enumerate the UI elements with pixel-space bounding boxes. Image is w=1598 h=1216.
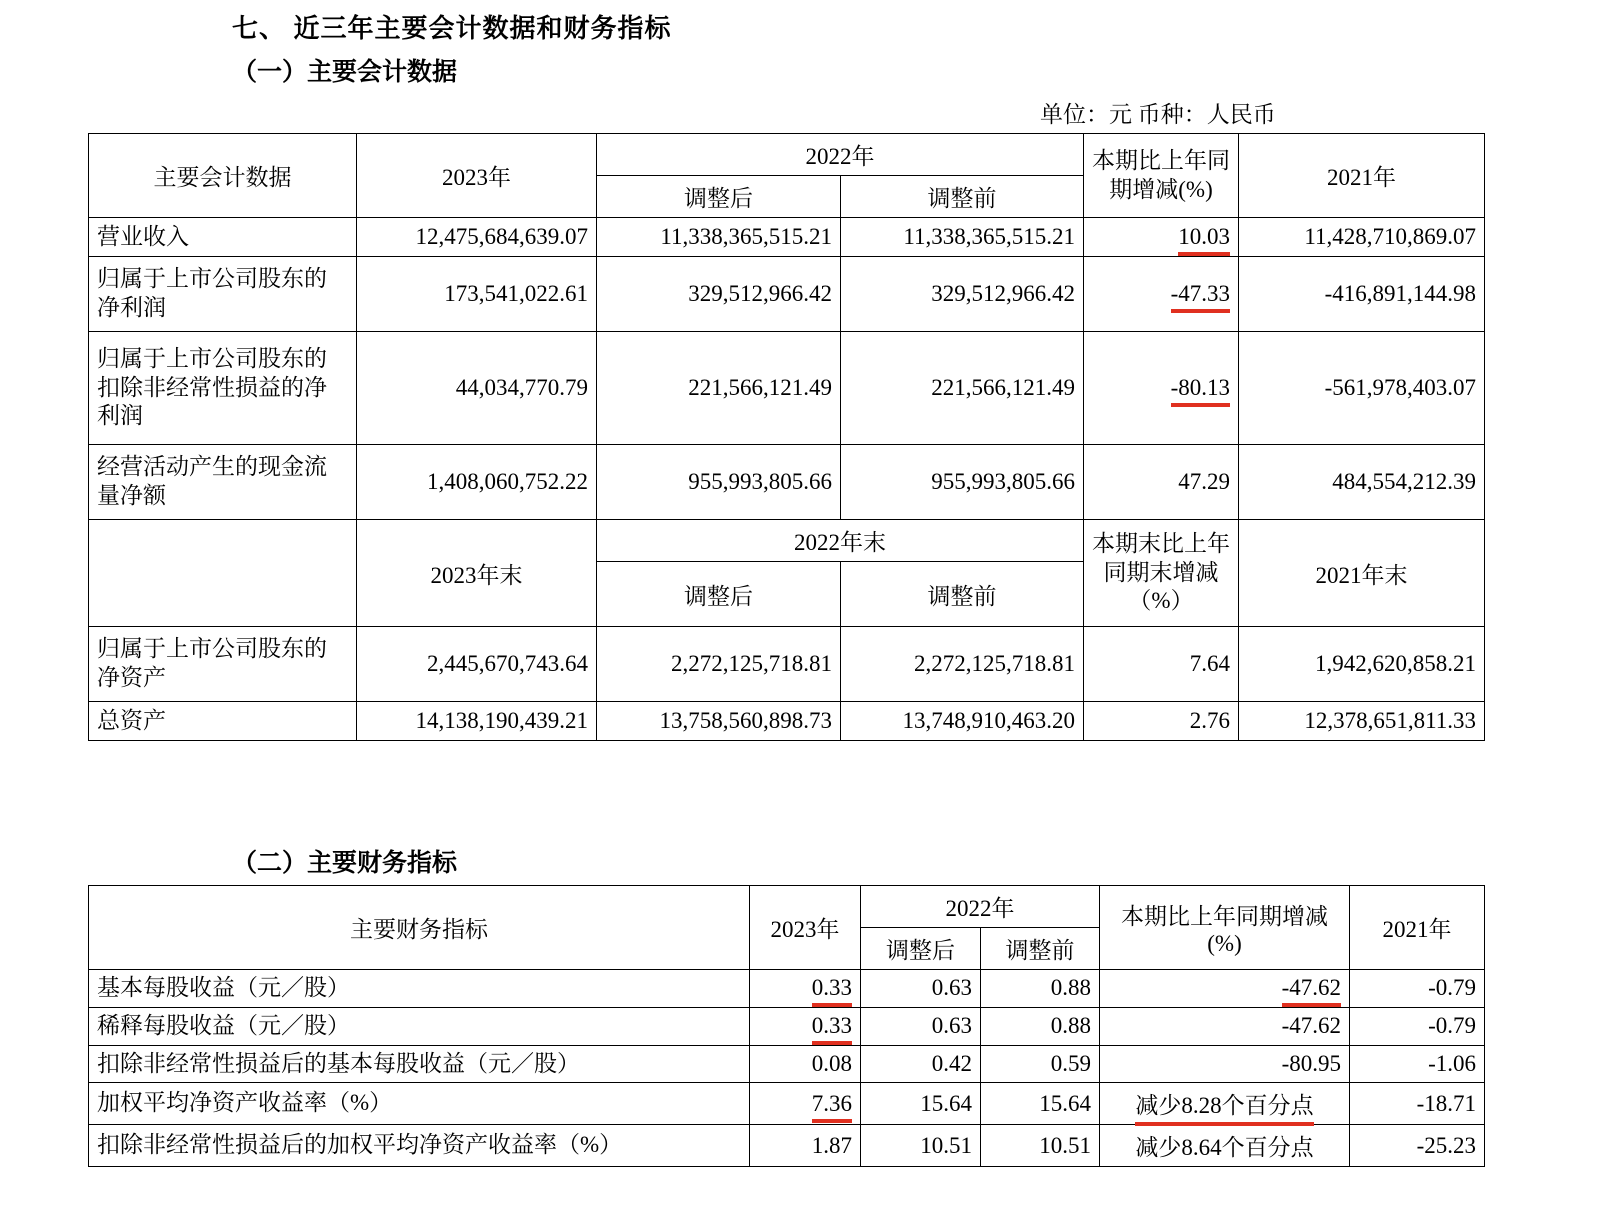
row-label: 扣除非经常性损益后的基本每股收益（元／股）	[89, 1045, 750, 1083]
highlighted-value: 7.36	[811, 1090, 852, 1116]
cell-2022-after: 0.63	[861, 970, 981, 1008]
cell-change: -80.95	[1100, 1045, 1350, 1083]
cell-2022-before: 329,512,966.42	[841, 257, 1084, 332]
cell-change: 2.76	[1084, 702, 1239, 741]
highlighted-value: 0.33	[811, 1013, 852, 1039]
row-label: 营业收入	[89, 218, 357, 257]
highlighted-value: 减少8.28个百分点	[1135, 1087, 1313, 1120]
header-2022-after: 调整后	[861, 928, 981, 970]
table-row	[89, 970, 1485, 1008]
cell-2022-after: 329,512,966.42	[597, 257, 841, 332]
cell-2022-before: 13,748,910,463.20	[841, 702, 1084, 741]
cell-2021: -0.79	[1350, 970, 1485, 1008]
header-main-label: 主要会计数据	[89, 134, 357, 218]
subsection-heading-1: （一）主要会计数据	[232, 59, 458, 86]
cell-2021: -561,978,403.07	[1239, 332, 1485, 445]
cell-2022-before: 221,566,121.49	[841, 332, 1084, 445]
financial-indicator-table	[88, 885, 1485, 1167]
header-2022-end-before: 调整前	[841, 562, 1084, 627]
cell-2021: 12,378,651,811.33	[1239, 702, 1485, 741]
header-main-label: 主要财务指标	[89, 886, 750, 970]
highlighted-value: -47.33	[1170, 281, 1230, 306]
cell-2023: 1.87	[750, 1125, 861, 1167]
row-label: 基本每股收益（元／股）	[89, 970, 750, 1008]
cell-2021: 11,428,710,869.07	[1239, 218, 1485, 257]
cell-2021: -18.71	[1350, 1083, 1485, 1125]
cell-2022-after: 955,993,805.66	[597, 445, 841, 520]
cell-2023	[750, 1007, 861, 1045]
cell-2022-after: 10.51	[861, 1125, 981, 1167]
header-2022-end-after: 调整后	[597, 562, 841, 627]
row-label: 加权平均净资产收益率（%）	[89, 1083, 750, 1125]
header-2022-before: 调整前	[841, 176, 1084, 218]
cell-2022-after: 0.63	[861, 1007, 981, 1045]
header-2023: 2023年	[750, 886, 861, 970]
table-row	[89, 1045, 1485, 1083]
cell-2021: -0.79	[1350, 1007, 1485, 1045]
table-row	[89, 1007, 1485, 1045]
table-header-row	[89, 134, 1485, 176]
cell-change: 7.64	[1084, 627, 1239, 702]
row-label: 经营活动产生的现金流量净额	[89, 445, 357, 520]
cell-2021: -416,891,144.98	[1239, 257, 1485, 332]
section-heading: 七、 近三年主要会计数据和财务指标	[232, 14, 672, 43]
cell-2023	[750, 970, 861, 1008]
cell-change: 减少8.64个百分点	[1100, 1125, 1350, 1167]
row-label: 归属于上市公司股东的扣除非经常性损益的净利润	[89, 332, 357, 445]
header-2022: 2022年	[861, 886, 1100, 928]
cell-2023: 12,475,684,639.07	[357, 218, 597, 257]
table-row	[89, 1083, 1485, 1125]
cell-2023: 1,408,060,752.22	[357, 445, 597, 520]
accounting-data-table	[88, 133, 1485, 741]
cell-2022-after: 15.64	[861, 1083, 981, 1125]
subsection-heading-2: （二）主要财务指标	[232, 850, 458, 877]
cell-2022-after: 13,758,560,898.73	[597, 702, 841, 741]
highlighted-value: -80.13	[1170, 375, 1230, 400]
cell-2021: 1,942,620,858.21	[1239, 627, 1485, 702]
header-2022-end: 2022年末	[597, 520, 1084, 562]
row-label: 扣除非经常性损益后的加权平均净资产收益率（%）	[89, 1125, 750, 1167]
cell-change	[1100, 970, 1350, 1008]
cell-2022-before: 0.88	[981, 970, 1100, 1008]
row-label: 稀释每股收益（元／股）	[89, 1007, 750, 1045]
cell-2022-before: 0.59	[981, 1045, 1100, 1083]
highlighted-value: 0.33	[811, 975, 852, 1001]
header-change: 本期比上年同期增减(%)	[1084, 134, 1239, 218]
cell-2023: 2,445,670,743.64	[357, 627, 597, 702]
cell-2022-before: 10.51	[981, 1125, 1100, 1167]
table-row	[89, 1125, 1485, 1167]
table-row	[89, 702, 1485, 741]
header-change: 本期比上年同期增减(%)	[1100, 886, 1350, 970]
header-2022-after: 调整后	[597, 176, 841, 218]
cell-2023: 173,541,022.61	[357, 257, 597, 332]
cell-change	[1100, 1083, 1350, 1125]
header-main-label-end	[89, 520, 357, 627]
header-2021: 2021年	[1350, 886, 1485, 970]
table-row	[89, 627, 1485, 702]
cell-change: 47.29	[1084, 445, 1239, 520]
header-2022-before: 调整前	[981, 928, 1100, 970]
header-2022: 2022年	[597, 134, 1084, 176]
cell-2022-before: 11,338,365,515.21	[841, 218, 1084, 257]
header-change-end: 本期末比上年同期末增减（%）	[1084, 520, 1239, 627]
row-label: 归属于上市公司股东的净利润	[89, 257, 357, 332]
header-2021-end: 2021年末	[1239, 520, 1485, 627]
cell-2022-before: 15.64	[981, 1083, 1100, 1125]
cell-2023: 14,138,190,439.21	[357, 702, 597, 741]
cell-2022-before: 0.88	[981, 1007, 1100, 1045]
cell-2023: 0.08	[750, 1045, 861, 1083]
unit-note: 单位：元 币种：人民币	[1040, 102, 1276, 127]
cell-2022-before: 2,272,125,718.81	[841, 627, 1084, 702]
row-label: 总资产	[89, 702, 357, 741]
table-row	[89, 445, 1485, 520]
cell-2023: 44,034,770.79	[357, 332, 597, 445]
cell-2022-after: 0.42	[861, 1045, 981, 1083]
table-row	[89, 218, 1485, 257]
cell-2022-after: 11,338,365,515.21	[597, 218, 841, 257]
header-2021: 2021年	[1239, 134, 1485, 218]
table-header-row	[89, 886, 1485, 928]
cell-2021: -1.06	[1350, 1045, 1485, 1083]
cell-change	[1084, 332, 1239, 445]
cell-2022-before: 955,993,805.66	[841, 445, 1084, 520]
highlighted-value: -47.62	[1281, 975, 1341, 1001]
header-2023: 2023年	[357, 134, 597, 218]
highlighted-value: 10.03	[1178, 224, 1230, 249]
cell-2022-after: 2,272,125,718.81	[597, 627, 841, 702]
cell-2021: 484,554,212.39	[1239, 445, 1485, 520]
table-row	[89, 332, 1485, 445]
header-2023-end: 2023年末	[357, 520, 597, 627]
table-header-row-end	[89, 520, 1485, 562]
row-label: 归属于上市公司股东的净资产	[89, 627, 357, 702]
cell-change: -47.62	[1100, 1007, 1350, 1045]
cell-change	[1084, 257, 1239, 332]
table-row	[89, 257, 1485, 332]
cell-2023	[750, 1083, 861, 1125]
cell-2021: -25.23	[1350, 1125, 1485, 1167]
cell-2022-after: 221,566,121.49	[597, 332, 841, 445]
cell-change	[1084, 218, 1239, 257]
